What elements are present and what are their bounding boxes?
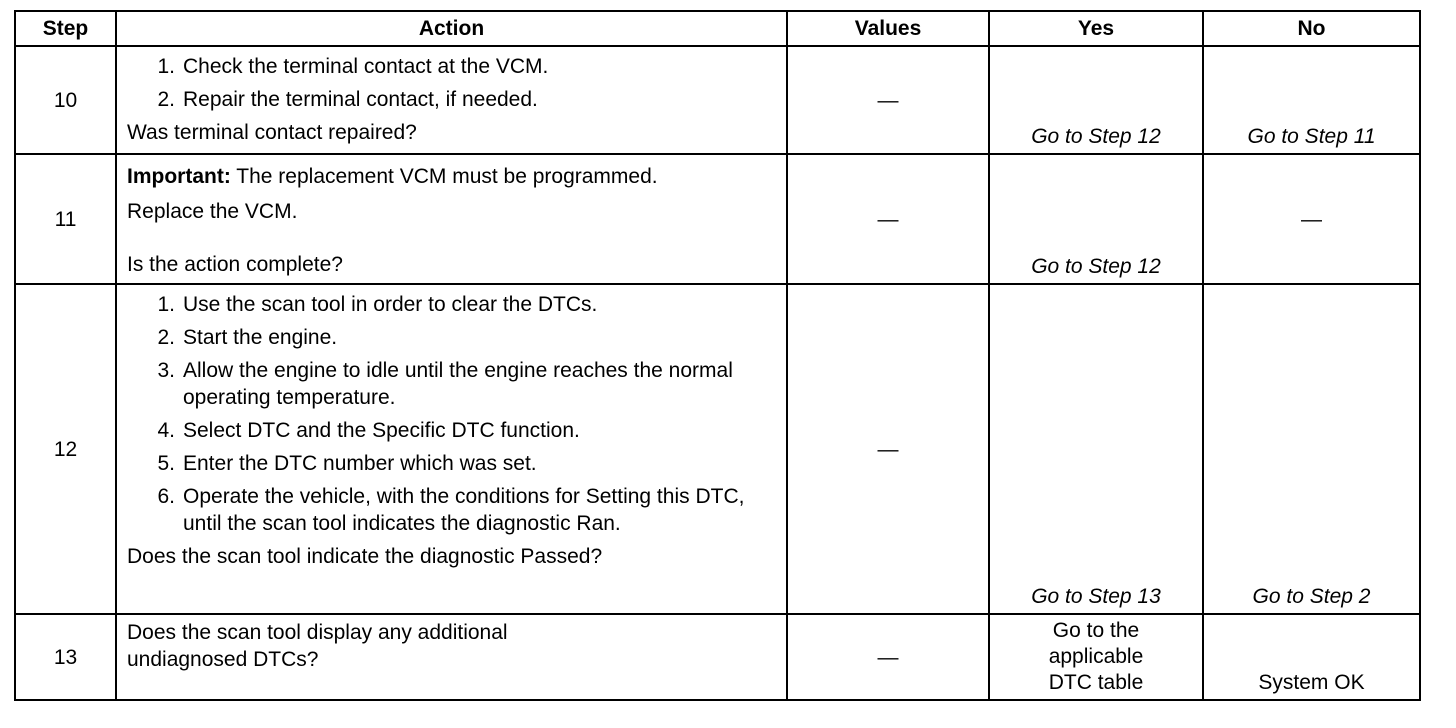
action-instruction: Replace the VCM. — [127, 200, 298, 223]
important-text: The replacement VCM must be programmed. — [230, 165, 658, 188]
action-question: Does the scan tool display any additional undiagnosed DTCs? — [127, 621, 508, 671]
action-question: Was terminal contact repaired? — [127, 121, 417, 144]
action-question: Does the scan tool indicate the diagnostic Passed? — [127, 545, 603, 568]
header-row — [15, 11, 1420, 46]
header-values: Values — [787, 11, 989, 46]
list-item: 1. Use the scan tool in order to clear the DTCs. — [157, 293, 598, 316]
no-result: Go to Step 11 — [1203, 46, 1420, 154]
step-number: 13 — [15, 614, 116, 700]
action-list — [127, 53, 780, 113]
action-cell — [116, 46, 787, 154]
list-item: 5. Enter the DTC number which was set. — [157, 452, 537, 475]
header-action: Action — [116, 11, 787, 46]
list-item: 1. Check the terminal contact at the VCM. — [157, 55, 549, 78]
important-note — [127, 163, 780, 190]
list-item: 2. Repair the terminal contact, if needed. — [157, 88, 538, 111]
diagnostic-table — [14, 10, 1421, 701]
values-cell: — — [787, 46, 989, 154]
list-item: 6. Operate the vehicle, with the conditions for Setting this DTC, until the scan tool indicates the diagnostic Ran. — [157, 485, 745, 535]
list-item: 2. Start the engine. — [157, 326, 338, 349]
table-row — [15, 154, 1420, 284]
action-cell — [116, 154, 787, 284]
values-cell: — — [787, 154, 989, 284]
action-cell — [116, 284, 787, 614]
step-number: 11 — [15, 154, 116, 284]
table-row — [15, 614, 1420, 700]
step-number: 10 — [15, 46, 116, 154]
yes-result: Go to Step 12 — [989, 46, 1203, 154]
header-no: No — [1203, 11, 1420, 46]
yes-result: Go to the applicable DTC table — [989, 614, 1203, 700]
no-result: System OK — [1203, 614, 1420, 700]
table-row — [15, 284, 1420, 614]
action-cell — [116, 614, 787, 700]
header-step: Step — [15, 11, 116, 46]
yes-result: Go to Step 12 — [989, 154, 1203, 284]
header-yes: Yes — [989, 11, 1203, 46]
table-row — [15, 46, 1420, 154]
list-item: 4. Select DTC and the Specific DTC function. — [157, 419, 580, 442]
important-label: Important: — [127, 165, 231, 188]
action-list — [127, 291, 780, 537]
list-item: 3. Allow the engine to idle until the engine reaches the normal operating temperature. — [157, 359, 733, 409]
no-result: Go to Step 2 — [1203, 284, 1420, 614]
step-number: 12 — [15, 284, 116, 614]
values-cell: — — [787, 614, 989, 700]
no-result: — — [1203, 154, 1420, 284]
yes-result: Go to Step 13 — [989, 284, 1203, 614]
values-cell: — — [787, 284, 989, 614]
action-question: Is the action complete? — [127, 253, 343, 276]
